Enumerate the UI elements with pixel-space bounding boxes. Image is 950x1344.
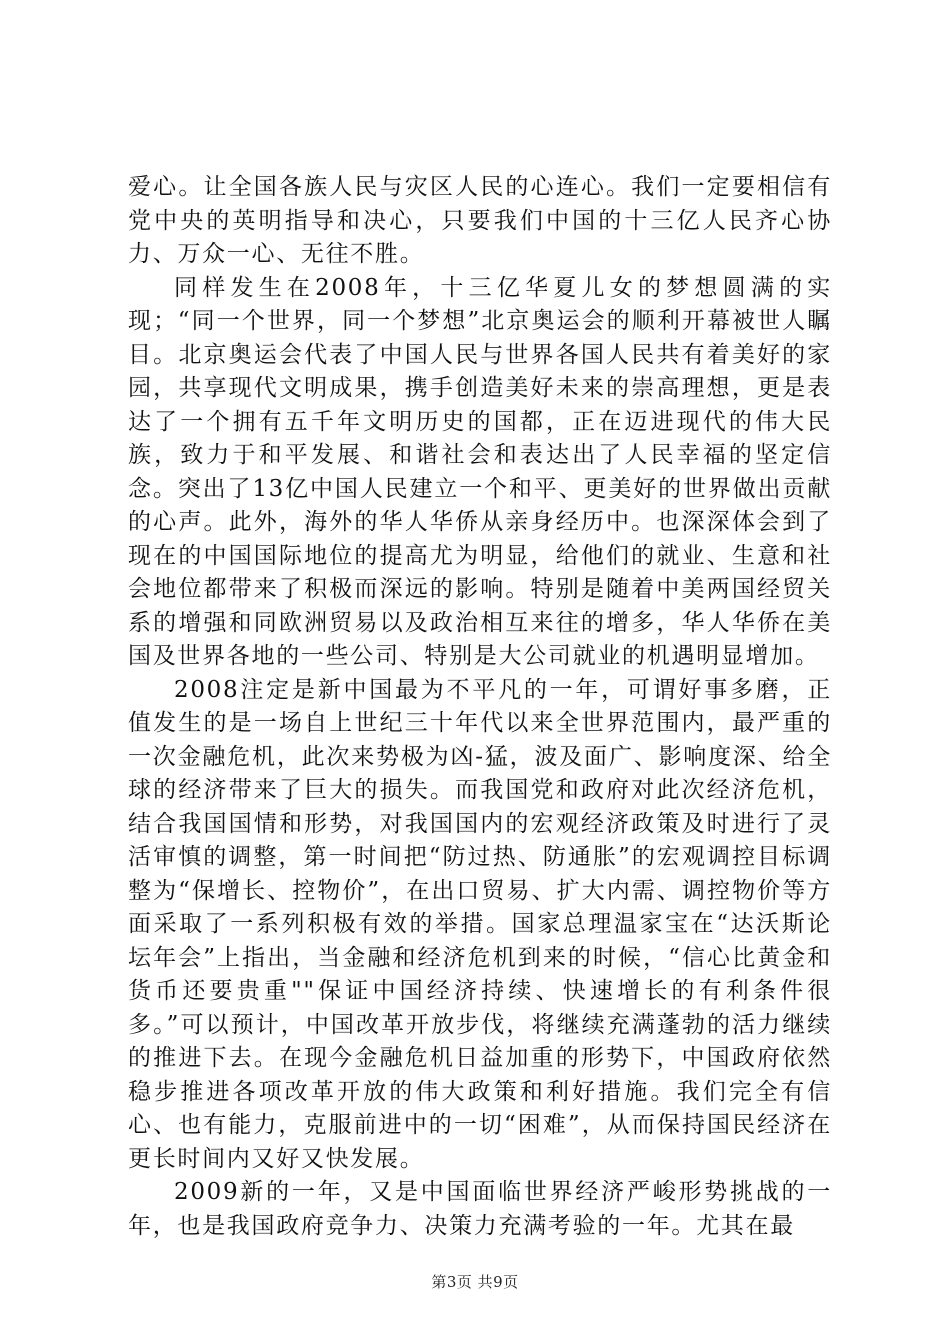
paragraph-financial-crisis: 2008注定是新中国最为不平凡的一年，可谓好事多磨，正值发生的是一场自上世纪三十年代以来全世界范围内，最严重的一次金融危机，此次来势极为凶-猛，波及面广、影响度深、给全球的经济带来了巨大的损失。而我国党和政府对此次经济危机，结合我国国情和形势，对我国国内的宏观经济政策及时进行了灵活审慎的调整，第一时间把“防过热、防通胀”的宏观调控目标调整为“保增长、控物价”，在出口贸易、扩大内需、调控物价等方面采取了一系列积极有效的举措。国家总理温家宝在“达沃斯论坛年会”上指出，当金融和经济危机到来的时候，“信心比黄金和货币还要贵重""保证中国经济持续、快速增长的有利条件很多。”可以预计，中国改革开放步伐，将继续充满蓬勃的活力继续的推进下去。在现今金融危机日益加重的形势下，中国政府依然稳步推进各项改革开放的伟大政策和利好措施。我们完全有信心、也有能力，克服前进中的一切“困难”，从而保持国民经济在更长时间内又好又快发展。 bbox=[128, 676, 832, 1172]
document-body bbox=[128, 171, 832, 1243]
paragraph-continuation: 爱心。让全国各族人民与灾区人民的心连心。我们一定要相信有党中央的英明指导和决心，只要我们中国的十三亿人民齐心协力、万众一心、无往不胜。 bbox=[128, 174, 832, 267]
paragraph-olympics: 同样发生在2008年，十三亿华夏儿女的梦想圆满的实现；“同一个世界，同一个梦想”北京奥运会的顺利开幕被世人瞩目。北京奥运会代表了中国人民与世界各国人民共有着美好的家园，共享现代文明成果，携手创造美好未来的崇高理想，更是表达了一个拥有五千年文明历史的国都，正在迈进现代的伟大民族，致力于和平发展、和谐社会和表达出了人民幸福的坚定信念。突出了13亿中国人民建立一个和平、更美好的世界做出贡献的心声。此外，海外的华人华侨从亲身经历中。也深深体会到了现在的中国国际地位的提高尤为明显，给他们的就业、生意和社会地位都带来了积极而深远的影响。特别是随着中美两国经贸关系的增强和同欧洲贸易以及政治相互来往的增多，华人华侨在美国及世界各地的一些公司、特别是大公司就业的机遇明显增加。 bbox=[128, 274, 832, 669]
page-footer: 第3页 共9页 bbox=[431, 1273, 519, 1291]
paragraph-2009: 2009新的一年，又是中国面临世界经济严峻形势挑战的一年，也是我国政府竞争力、决策力充满考验的一年。尤其在最 bbox=[128, 1179, 832, 1239]
